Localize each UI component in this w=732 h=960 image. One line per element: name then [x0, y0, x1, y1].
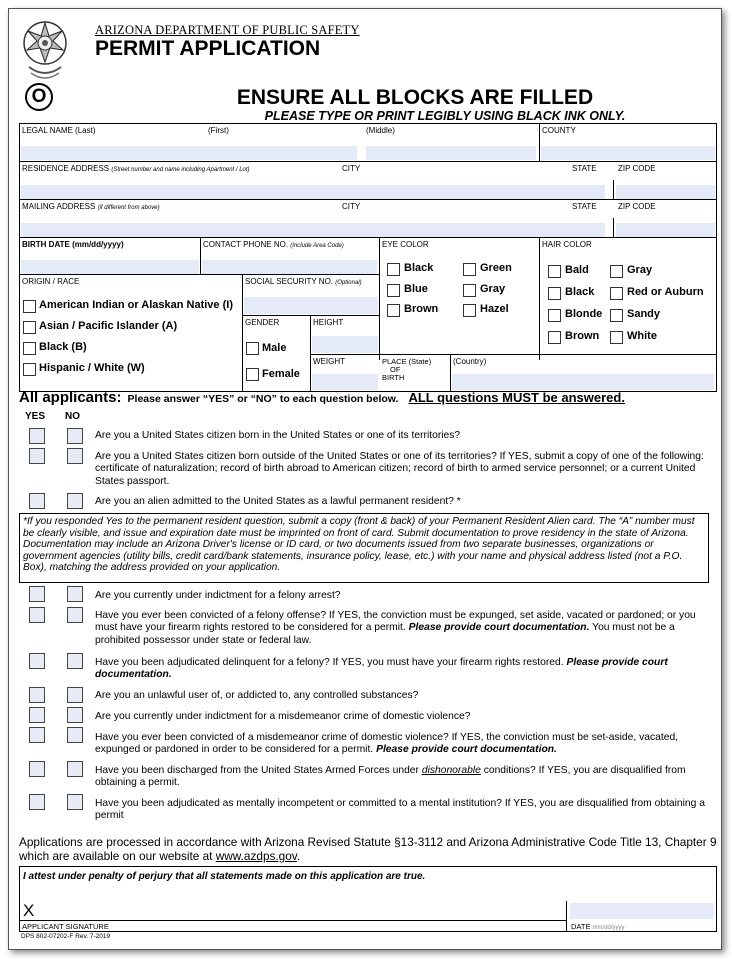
all-applicants-header — [19, 389, 625, 407]
q7-no-checkbox[interactable] — [67, 687, 83, 703]
question-5: Have you ever been convicted of a felony offense? If YES, the conviction must be expunged, set aside, vacated or pardoned; or you must have your firearm rights restored to be considered for a permit. Please provide court documentation. You must not be a prohibited possessor under state or federal law. — [95, 610, 696, 646]
mailing-note: (if different from above) — [97, 205, 160, 211]
residence-state-label: STATE — [572, 164, 597, 173]
hair-black-checkbox[interactable] — [548, 287, 561, 300]
q3-yes-checkbox[interactable] — [29, 493, 45, 509]
eye-brown-label: Brown — [404, 303, 439, 315]
personal-info-grid — [19, 123, 717, 392]
eye-blue-label: Blue — [404, 283, 428, 295]
race-asian-checkbox[interactable] — [23, 321, 36, 334]
q1-yes-checkbox[interactable] — [29, 428, 45, 444]
eye-brown-checkbox[interactable] — [387, 304, 400, 317]
eye-black-checkbox[interactable] — [387, 263, 400, 276]
attestation-box — [19, 866, 717, 932]
height-field[interactable] — [312, 336, 378, 353]
eye-color-label: EYE COLOR — [382, 240, 429, 249]
all-applicants-heading: All applicants: — [19, 389, 122, 406]
eye-hazel-label: Hazel — [480, 303, 509, 315]
processing-statement: Applications are processed in accordance with Arizona Revised Statute §13-3112 and Arizona Administrative Code Title 13, Chapter 9 which are available on our website at www.azdps.gov. — [19, 835, 717, 863]
eye-blue-checkbox[interactable] — [387, 284, 400, 297]
birth-date-label: BIRTH DATE (mm/dd/yyyy) — [22, 240, 124, 249]
hair-red-checkbox[interactable] — [610, 287, 623, 300]
hair-white-checkbox[interactable] — [610, 331, 623, 344]
signature-x-mark: X — [23, 901, 35, 920]
circle-marker: O — [25, 83, 53, 111]
ssn-label: SOCIAL SECURITY NO. — [245, 277, 334, 286]
q4-yes-checkbox[interactable] — [29, 586, 45, 602]
legal-name-last-label: LEGAL NAME (Last) — [22, 126, 96, 135]
birth-date-field[interactable] — [21, 260, 199, 274]
question-2: Are you a United States citizen born outside of the United States or one of its territories? If YES, submit a copy of one of the following: certificate of naturalization; record of birth abroad to American citizen; record of birth to armed service personnel; or a current United States passport. — [95, 451, 704, 487]
q10-no-checkbox[interactable] — [67, 761, 83, 777]
q6-yes-checkbox[interactable] — [29, 653, 45, 669]
court-docs-note-6: Please provide court documentation. — [95, 657, 668, 681]
must-answer-notice: ALL questions MUST be answered. — [408, 390, 625, 405]
q9-yes-checkbox[interactable] — [29, 727, 45, 743]
answer-instruction: Please answer “YES” or “NO” to each question below. — [127, 393, 399, 405]
ssn-note: (Optional) — [335, 280, 362, 286]
q11-yes-checkbox[interactable] — [29, 794, 45, 810]
q4-no-checkbox[interactable] — [67, 586, 83, 602]
ensure-heading: ENSURE ALL BLOCKS ARE FILLED — [236, 86, 594, 109]
race-black-checkbox[interactable] — [23, 342, 36, 355]
hair-sandy-checkbox[interactable] — [610, 309, 623, 322]
first-name-label: (First) — [208, 126, 229, 135]
county-label: COUNTY — [542, 126, 576, 135]
permit-application-page — [8, 8, 722, 950]
hair-gray-checkbox[interactable] — [610, 265, 623, 278]
date-label: DATE — [571, 922, 591, 931]
q9-no-checkbox[interactable] — [67, 727, 83, 743]
q7-yes-checkbox[interactable] — [29, 687, 45, 703]
hair-black-label: Black — [565, 286, 595, 298]
phone-label: CONTACT PHONE NO. — [203, 240, 289, 249]
q1-no-checkbox[interactable] — [67, 428, 83, 444]
eye-hazel-checkbox[interactable] — [463, 304, 476, 317]
weight-label: WEIGHT — [313, 357, 345, 366]
eye-green-checkbox[interactable] — [463, 263, 476, 276]
q8-no-checkbox[interactable] — [67, 707, 83, 723]
court-docs-note-5: Please provide court documentation. — [408, 622, 590, 634]
hair-white-label: White — [627, 330, 657, 342]
question-3: Are you an alien admitted to the United States as a lawful permanent resident? * — [95, 496, 461, 507]
dps-star-seal-icon — [21, 17, 69, 83]
q6-no-checkbox[interactable] — [67, 653, 83, 669]
ssn-field[interactable] — [244, 297, 378, 314]
race-hispanic-checkbox[interactable] — [23, 363, 36, 376]
residence-address-field[interactable] — [21, 185, 605, 199]
place-of-label: OF — [390, 365, 401, 374]
signature-label: APPLICANT SIGNATURE — [22, 922, 109, 931]
applicant-signature-field[interactable] — [40, 905, 560, 919]
gender-male-label: Male — [262, 342, 287, 354]
middle-name-label: (Middle) — [366, 126, 395, 135]
race-hispanic-label: Hispanic / White (W) — [39, 362, 145, 374]
birth-country-field[interactable] — [452, 374, 714, 390]
gender-female-checkbox[interactable] — [246, 368, 259, 381]
department-name: ARIZONA DEPARTMENT OF PUBLIC SAFETY — [95, 23, 360, 37]
gender-label: GENDER — [245, 318, 280, 327]
form-number: DPS 802-07202-F Rev. 7-2019 — [21, 933, 111, 940]
eye-gray-label: Gray — [480, 283, 506, 295]
race-black-label: Black (B) — [39, 341, 87, 353]
place-state-label: PLACE (State) — [382, 357, 432, 366]
place-birth-label: BIRTH — [382, 373, 405, 382]
yes-column-label: YES — [25, 411, 46, 422]
county-field[interactable] — [541, 146, 715, 160]
permanent-resident-note: *If you responded Yes to the permanent resident question, submit a copy (front & back) of your Permanent Resident Alien card. The “A” number must be clearly visible, and issue and expiration date must be imprinted on front of card. Submit documentation to prove residency in the state of Arizona. Documentation may include an Arizona Driver's license or ID card, or two documents issued from two separate businesses, organizations or government agencies (utility bills, credit card/bank statements, insurance policy, lease, etc.) with your name and physical address listed (not a P.O. Box), matching the address provided on your application. — [19, 513, 709, 583]
residence-label: RESIDENCE ADDRESS — [22, 164, 110, 173]
residence-zip-label: ZIP CODE — [618, 164, 656, 173]
phone-note: (Include Area Code) — [290, 243, 344, 249]
date-placeholder: mm/dd/yyyy — [592, 925, 625, 931]
question-11: Have you been adjudicated as mentally incompetent or committed to a mental institution? If YES, you are disqualified from obtaining a permit — [95, 798, 705, 822]
q11-no-checkbox[interactable] — [67, 794, 83, 810]
website-link[interactable]: www.azdps.gov — [215, 849, 297, 863]
hair-blonde-label: Blonde — [565, 308, 603, 320]
page-title: PERMIT APPLICATION — [95, 37, 321, 60]
hair-brown-checkbox[interactable] — [548, 331, 561, 344]
race-indian-checkbox[interactable] — [23, 300, 36, 313]
middle-name-field[interactable] — [366, 146, 536, 160]
gender-male-checkbox[interactable] — [246, 342, 259, 355]
residence-zip-field[interactable] — [616, 185, 715, 199]
question-9: Have you ever been convicted of a misdemeanor crime of domestic violence? If YES, the conviction must be set-aside, vacated, expunged or pardoned in order to be considered for a permit. Please provide court documentation. — [95, 732, 679, 756]
residence-city-label: CITY — [342, 164, 361, 173]
height-label: HEIGHT — [313, 318, 344, 327]
eye-gray-checkbox[interactable] — [463, 284, 476, 297]
q2-yes-checkbox[interactable] — [29, 448, 45, 464]
weight-field[interactable] — [312, 374, 378, 390]
mailing-zip-label: ZIP CODE — [618, 202, 656, 211]
gender-female-label: Female — [262, 368, 300, 380]
question-6: Have you been adjudicated delinquent for a felony? If YES, you must have your firearm rights restored. Please provide court documentation. — [95, 657, 668, 681]
q3-no-checkbox[interactable] — [67, 493, 83, 509]
question-8: Are you currently under indictment for a misdemeanor crime of domestic violence? — [95, 711, 471, 722]
question-10: Have you been discharged from the United States Armed Forces under dishonorable conditions? If YES, you are disqualified from obtaining a permit. — [95, 765, 686, 789]
q5-no-checkbox[interactable] — [67, 607, 83, 623]
date-field[interactable] — [570, 903, 714, 919]
hair-color-label: HAIR COLOR — [542, 240, 592, 249]
hair-brown-label: Brown — [565, 330, 600, 342]
mailing-city-label: CITY — [342, 202, 361, 211]
attestation-text: I attest under penalty of perjury that all statements made on this application are true. — [23, 871, 426, 882]
residence-note: (Street number and name including Apartment / Lot) — [111, 167, 250, 173]
hair-blonde-checkbox[interactable] — [548, 309, 561, 322]
mailing-state-label: STATE — [572, 202, 597, 211]
mailing-address-field[interactable] — [21, 223, 605, 237]
q2-no-checkbox[interactable] — [67, 448, 83, 464]
question-4: Are you currently under indictment for a felony arrest? — [95, 590, 341, 601]
mailing-zip-field[interactable] — [616, 223, 715, 237]
q8-yes-checkbox[interactable] — [29, 707, 45, 723]
hair-red-label: Red or Auburn — [627, 286, 704, 298]
hair-bald-label: Bald — [565, 264, 589, 276]
question-1: Are you a United States citizen born in the United States or one of its territories? — [95, 430, 461, 441]
q5-yes-checkbox[interactable] — [29, 607, 45, 623]
hair-gray-label: Gray — [627, 264, 653, 276]
legal-name-field[interactable] — [21, 146, 357, 160]
dishonorable-term: dishonorable — [421, 765, 481, 776]
race-asian-label: Asian / Pacific Islander (A) — [39, 320, 178, 332]
no-column-label: NO — [65, 411, 80, 422]
hair-sandy-label: Sandy — [627, 308, 661, 320]
question-7: Are you an unlawful user of, or addicted to, any controlled substances? — [95, 690, 419, 701]
ink-instruction: PLEASE TYPE OR PRINT LEGIBLY USING BLACK INK ONLY. — [264, 109, 626, 123]
country-label: (Country) — [453, 357, 487, 366]
phone-field[interactable] — [202, 260, 377, 274]
q10-yes-checkbox[interactable] — [29, 761, 45, 777]
eye-green-label: Green — [480, 262, 512, 274]
hair-bald-checkbox[interactable] — [548, 265, 561, 278]
race-indian-label: American Indian or Alaskan Native (I) — [39, 299, 233, 311]
eye-black-label: Black — [404, 262, 434, 274]
court-docs-note-9: Please provide court documentation. — [376, 744, 557, 756]
origin-race-label: ORIGIN / RACE — [22, 277, 80, 286]
mailing-label: MAILING ADDRESS — [22, 202, 96, 211]
